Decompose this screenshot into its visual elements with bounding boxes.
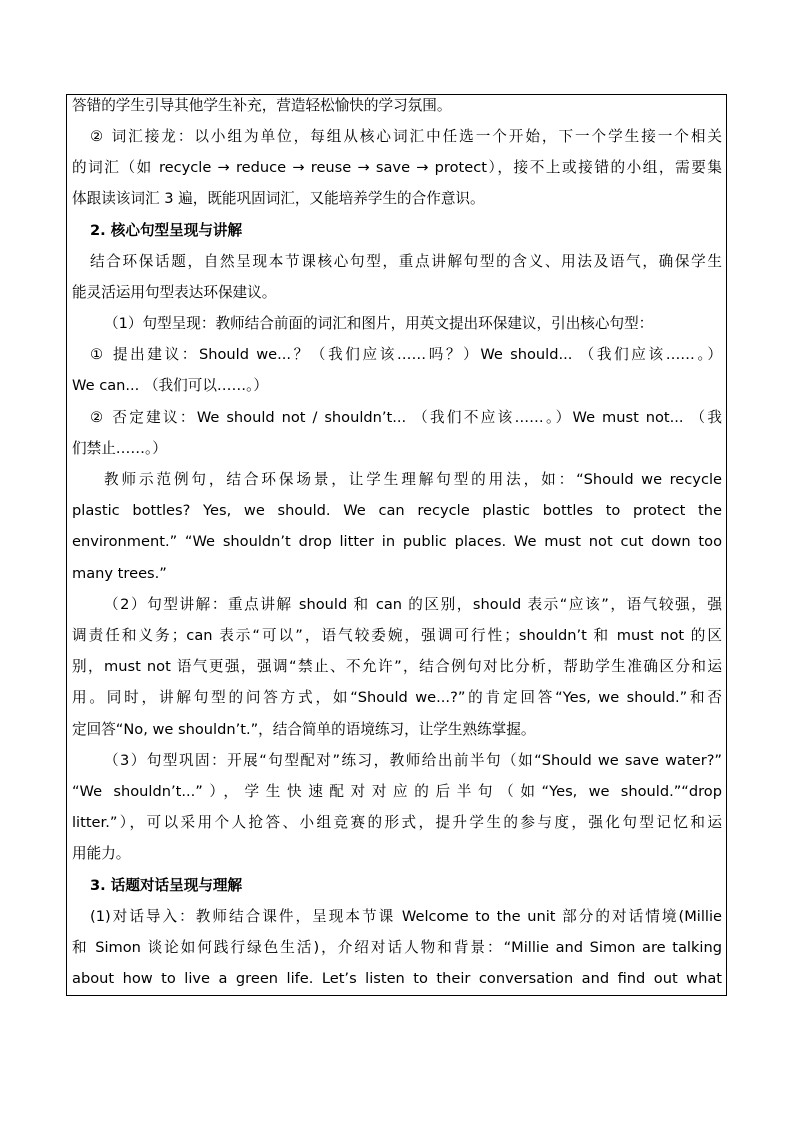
paragraph-line: 的词汇（如 recycle → reduce → reuse → save → protect），接不上或接错的小组，需要集 [72, 159, 722, 176]
paragraph-line: 用能力。 [72, 845, 131, 862]
paragraph-line: many trees.” [72, 565, 167, 582]
paragraph-line: （2）句型讲解：重点讲解 should 和 can 的区别，should 表示“应该”，语气较强，强 [104, 596, 722, 613]
paragraph-line: 教师示范例句，结合环保场景，让学生理解句型的用法，如：“Should we recycle [104, 471, 722, 488]
paragraph-line: (1)对话导入：教师结合课件，呈现本节课 Welcome to the unit 部分的对话情境(Millie [90, 908, 722, 925]
paragraph-line: （1）句型呈现：教师结合前面的词汇和图片，用英文提出环保建议，引出核心句型： [104, 315, 654, 332]
paragraph-line: plastic bottles? Yes, we should. We can recycle plastic bottles to protect the [72, 502, 722, 519]
paragraph-line: ① 提出建议：Should we...？（我们应该……吗？）We should... （我们应该……。） [90, 346, 722, 363]
paragraph-line: ② 词汇接龙：以小组为单位，每组从核心词汇中任选一个开始，下一个学生接一个相关 [90, 128, 722, 145]
paragraph-line: 和 Simon 谈论如何践行绿色生活)，介绍对话人物和背景：“Millie and Simon are talking [72, 939, 722, 956]
paragraph-line: 别，must not 语气更强，强调“禁止、不允许”，结合例句对比分析，帮助学生准确区分和运 [72, 658, 722, 675]
paragraph-line: 体跟读该词汇 3 遍，既能巩固词汇，又能培养学生的合作意识。 [72, 190, 485, 207]
section-heading: 2. 核心句型呈现与讲解 [90, 222, 243, 239]
paragraph-line: （3）句型巩固：开展“句型配对”练习，教师给出前半句（如“Should we save water?” [104, 752, 722, 769]
paragraph-line: environment.” “We shouldn’t drop litter in public places. We must not cut down too [72, 533, 722, 550]
paragraph-line: 能灵活运用句型表达环保建议。 [72, 284, 277, 301]
paragraph-line: We can... （我们可以……。） [72, 377, 269, 394]
paragraph-line: 调责任和义务；can 表示“可以”，语气较委婉，强调可行性；shouldn’t 和 must not 的区 [72, 627, 722, 644]
paragraph-line: 答错的学生引导其他学生补充，营造轻松愉快的学习氛围。 [72, 97, 452, 114]
paragraph-line: ② 否定建议：We should not / shouldn’t... （我们不应该……。）We must not... （我 [90, 409, 722, 426]
paragraph-line: 们禁止……。） [72, 440, 167, 457]
paragraph-line: “We shouldn’t...”），学生快速配对对应的后半句（如“Yes, we should.”“drop [72, 783, 722, 800]
paragraph-line: litter.”），可以采用个人抢答、小组竞赛的形式，提升学生的参与度，强化句型记忆和运 [72, 814, 722, 831]
paragraph-line: 结合环保话题，自然呈现本节课核心句型，重点讲解句型的含义、用法及语气，确保学生 [90, 253, 722, 270]
section-heading: 3. 话题对话呈现与理解 [90, 877, 243, 894]
paragraph-line: 定回答“No, we shouldn’t.”，结合简单的语境练习，让学生熟练掌握。 [72, 721, 536, 738]
paragraph-line: about how to live a green life. Let’s listen to their conversation and find out what [72, 970, 722, 987]
paragraph-line: 用。同时，讲解句型的问答方式，如“Should we...?”的肯定回答“Yes, we should.”和否 [72, 689, 722, 706]
